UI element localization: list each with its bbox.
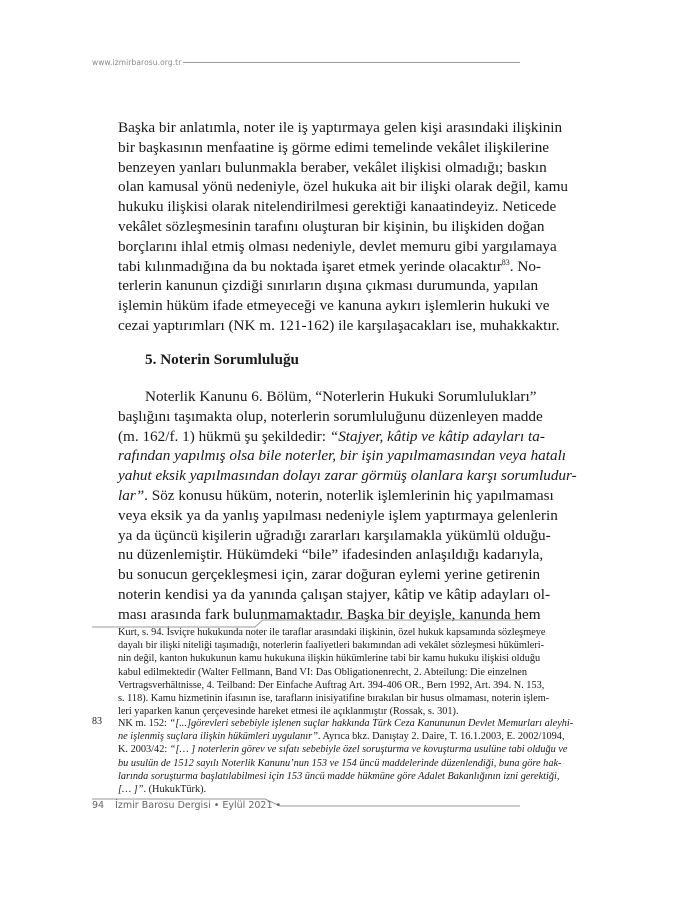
text-segment: bu sonucun gerçekleşmesi için, zarar doğuran eylemi yerine getirenin <box>118 566 541 584</box>
text-segment: leri yaparken kanun çerçevesinde hareket etmesi ile açıklanmıştır (Rossak, s. 301). <box>118 706 459 718</box>
page-footer <box>92 800 281 811</box>
text-segment: ya da üçüncü kişilerin uğradığı zararları karşılamakla yükümlü olduğu- <box>118 526 551 544</box>
text-segment: bu usulün de 1512 sayılı Noterlik Kanunu’nun 153 ve 154 üncü maddelerinde düzenlendiği, buna göre hak- <box>118 757 562 769</box>
text-segment: (m. 162/f. 1) hükmü şu şekildedir: <box>118 427 330 445</box>
footnote-continued <box>118 626 550 718</box>
text-segment: borçlarını ihlal etmiş olması nedeniyle, devlet memuru gibi yargılamaya <box>118 237 557 255</box>
text-segment: ne işlenmiş suçlara ilişkin hükümleri uygulanır” <box>118 731 318 743</box>
footnote-number: 83 <box>92 716 102 727</box>
text-line <box>118 783 520 796</box>
text-segment: . No- <box>509 257 541 275</box>
text-segment: ması arasında fark bulunmamaktadır. Başka bir deyişle, kanunda hem <box>118 605 541 623</box>
header-url: www.izmirbarosu.org.tr <box>92 57 182 67</box>
text-segment: nu düzenlemiştir. Hükümdeki “bile” ifadesinden anlaşıldığı kadarıyla, <box>118 546 544 564</box>
text-segment: başlığını taşımakta olup, noterlerin sorumluluğunu düzenleyen madde <box>118 407 543 425</box>
text-line <box>118 666 528 679</box>
text-segment: tabi kılınmadığına da bu noktada işaret etmek yerinde olacaktır <box>118 257 502 275</box>
page-number: 94 <box>92 800 105 811</box>
text-line <box>118 730 565 743</box>
footnote-83 <box>118 717 574 796</box>
text-segment: [… ]” <box>118 784 144 796</box>
text-segment: terlerin kanunun çizdiği sınırların dışına çıkması durumunda, yapılan <box>118 277 539 295</box>
text-segment: nin değil, kanton hukukunun kamu hukukuna ilişkin hükümlerine tabi bir kamu hukuku ilişkisi olduğu <box>118 653 541 665</box>
text-segment: “[...]görevleri sebebiyle işlenen suçlar hakkında Türk Ceza Kanununun Devlet Memurları aleyhi- <box>169 718 574 729</box>
section-heading: 5. Noterin Sorumluluğu <box>145 351 300 368</box>
text-segment: cezai yaptırımları (NK m. 121-162) ile karşılaşacakları ise, muhakkaktır. <box>118 316 560 334</box>
text-segment: dayalı bir ilişki niteliği taşımadığı, noterlerin faaliyetleri bakımından adi vekâlet sözleşmesi hükümleri- <box>118 640 545 652</box>
text-line <box>118 679 545 692</box>
text-line <box>118 717 574 730</box>
text-segment: Kurt, s. 94. İsviçre hukukunda noter ile taraflar arasındaki ilişkinin, özel hukuk kapsamında sözleşmeye <box>118 627 546 638</box>
text-segment: benzeyen yanları bulunmakla beraber, vekâlet ilişkisi olmadığı; baskın <box>118 158 547 176</box>
text-segment: lar” <box>118 486 145 504</box>
text-segment: kabul edilmektedir (Walter Fellmann, Band VI: Das Obligationenrecht, 2. Abteilung: Die einzelnen <box>118 666 528 678</box>
text-segment: s. 118). Kamu hizmetinin ifasının ise, tarafların inisiyatifine bırakılan bir husus olmaması, noterin işlem- <box>118 693 550 705</box>
text-line <box>118 770 560 783</box>
text-segment: . Söz konusu hüküm, noterin, noterlik işlemlerinin hiç yapılmaması <box>144 486 554 504</box>
text-segment: “Stajyer, kâtip ve kâtip adayları ta- <box>329 427 545 445</box>
text-segment: olan kamusal yönü nedeniyle, özel hukuka ait bir ilişki olarak değil, kamu <box>118 178 569 196</box>
text-segment: vekâlet sözleşmesinin tarafını oluşturan bir kişinin, bu ilişkiden doğan <box>118 217 545 235</box>
text-line <box>118 652 541 665</box>
text-segment: Vertragsverhältnisse, 4. Teilband: Der Einfache Auftrag Art. 394-406 OR., Bern 1992, Art. 394. N. 153, <box>118 679 545 691</box>
text-segment: bir başkasının menfaatine iş görme edimi temelinde vekâlet ilişkilerine <box>118 138 550 156</box>
text-segment: K. 2003/42: <box>118 744 170 756</box>
journal-name: İzmir Barosu Dergisi • Eylül 2021 • <box>115 800 282 811</box>
text-segment: yahut eksik yapılmasından dolayı zarar görmüş olanlara karşı sorumludur- <box>118 467 577 485</box>
footnote-ref: 83 <box>501 257 510 267</box>
text-line <box>118 692 550 705</box>
text-segment: “[… ] noterlerin görev ve sıfatı sebebiyle özel soruşturma ve kovuşturma usulüne tabi olduğu ve <box>169 744 568 756</box>
text-segment: hukuku ilişkisi olarak nitelendirilmesi gerektiği kanaatindeyiz. Neticede <box>118 198 557 216</box>
text-segment: noterin kendisi ya da yanında çalışan stajyer, kâtip ve kâtip adayları ol- <box>118 585 551 603</box>
text-line <box>118 639 545 652</box>
text-line <box>118 743 568 756</box>
text-line <box>118 626 546 639</box>
text-segment: Başka bir anlatımla, noter ile iş yaptırmaya gelen kişi arasındaki ilişkinin <box>118 119 563 136</box>
text-segment: NK m. 152: <box>118 718 170 729</box>
text-segment: . Ayrıca bkz. Danıştay 2. Daire, T. 16.1.2003, E. 2002/1094, <box>317 731 565 743</box>
text-segment: işlemin hüküm ifade etmeyeceği ve kanuna aykırı işlemlerin hukuki ve <box>118 297 550 315</box>
text-line <box>118 757 562 770</box>
text-segment: larında soruşturma başlatılabilmesi için 153 üncü madde hükmüne göre Adalet Bakanlığının izni gerektiği, <box>118 770 560 782</box>
text-segment: . (HukukTürk). <box>143 784 207 796</box>
text-segment: rafından yapılmış olsa bile noterler, bir işin yapılmamasından veya hatalı <box>118 447 567 465</box>
text-segment: Noterlik Kanunu 6. Bölüm, “Noterlerin Hukuki Sorumlulukları” <box>145 388 537 405</box>
text-segment: veya eksik ya da yanlış yapılması nedeniyle işlem yaptırmaya gelenlerin <box>118 506 558 524</box>
